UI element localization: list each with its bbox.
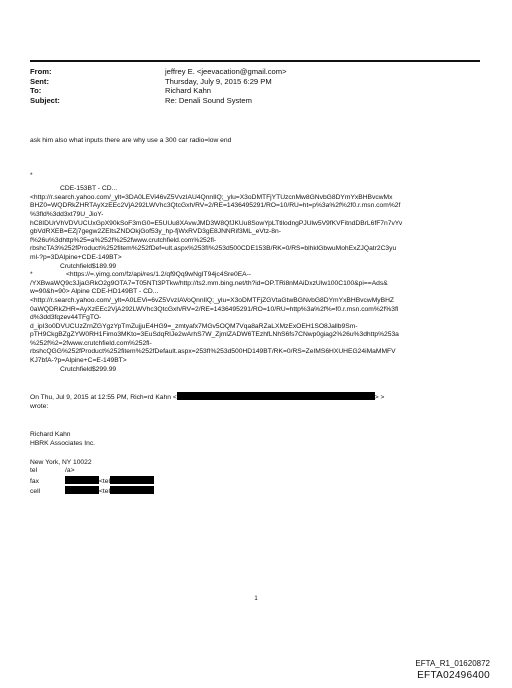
quote-intro: On Thu, Jul 9, 2015 at 12:55 PM, Rich=rd Kahn < > > xyxy=(30,394,385,402)
item2-first-line xyxy=(30,271,480,280)
redaction-block xyxy=(65,486,99,494)
from-label: From: xyxy=(30,67,52,76)
bullet-marker-2: * xyxy=(30,271,33,279)
subject-value: Re: Denali Sound System xyxy=(165,95,252,105)
redaction-block xyxy=(110,486,154,494)
sent-row xyxy=(30,77,465,87)
to-label: To: xyxy=(30,86,42,96)
signature-cell: cell <tel xyxy=(30,486,480,497)
body-first-line: ask him also what inputs there are why use a 300 car radio=low end xyxy=(30,137,232,144)
signature-fax: fax <tel xyxy=(30,476,480,487)
page-number: 1 xyxy=(254,596,258,602)
item2-url: /YXBwaWQ9c3JjaGRkO2g9OTA7=T05NTt3PTkw/http://ts2.mm.bing.net/th?id=OP.TRi8nMAiDxzUlw100C100&pi==Ads& w=90&h=90> Alpine CDE-HD149BT - CD... <http://r.search.yahoo.com/_ylt=A0LEVi=6vZ5VvzIAVoQnnIlQ;_ylu=X3oDMTFjZGVtaGtwBGNvbG8DYmYxBHBvcwMyBHZ 0aWQDRkZHR=AyXzEEc2VjA292LWVhc3QtcGxh/RV=2/RE=1436495291/RO=10/RU=http%3a%2f%=f0.r.msn.com%2f%3fl d%3dd3fqzev44TFgTO- d_ipI3o0DVUCUzZrnZGYgzYpTmZujjuE4HG9=_zmtyafx7MGv5OQM7Vqa8aRZaLXMzExOEH1SO8Jallb9Sm- pTH9CkgBZgZYW0RH1Fimo3MKto=3EuSdqRIJe2wArhS7W_ZjmlZADW6TEzhfLNhS6fs7CNwp0giag2%26u%3dhttp%253a %252f%2=2fwww.crutchfield.com%252fl- rbshcQGG%252fProduct%252fitem%252fDefault.aspx=253fI%253d500HD149BT/RK=0/RS=ZeIMS6HXUHEG24iMaMMFV KJ7bfA-?p=Alpine+C=E-149BT> xyxy=(30,279,399,365)
from-row xyxy=(30,67,465,77)
from-value: jeffrey E. <jeevacation@gmail.com> xyxy=(165,67,287,76)
item2-url-start: <https://=.yimg.com/fz/api/res/1.2/qf9Qq9wNgIT94jc4Sre0EA-- xyxy=(66,271,252,279)
to-row xyxy=(30,86,465,96)
email-body xyxy=(30,137,480,497)
redaction-block xyxy=(177,392,375,400)
signature-city: New York, NY 10022 xyxy=(30,458,92,466)
sent-label: Sent: xyxy=(30,76,49,86)
bullet-marker: * xyxy=(30,171,33,179)
bates-number-large: EFTA02496400 xyxy=(417,670,490,681)
item1-url: <http://r.search.yahoo.com/_ylt=3DA0LEVi46vZ5VvzIAU4QnnIlQ;_ylu=X3oDMTFjYTUzcnMw8GNvbG8DYmYxBHBvcwMx BHZ0=WQDRkZHRTAyXzEEc2VjA292LWVhc3QtcGxh/RV=2/RE=1436495291/RO=10/RU=ht=p%3a%2f%2f0.r.msn.com%2f %3fld%3dd3xt79U_JioY- hC8IDUrVhVDVUCUxGpX90kSoF3mG0=E5UUu8XAvwJMD3W8QfJKUu8SowYpLTtllodngPJUlw5V9fKVFitndDBrL6fF7n7vYv gbVdRXEB=EZj7gegw2ZEltsZNDOkjGof53y_hp-fjWxRVD3gE8JNNRif3ML_eVtz-8n- f%26u%3dhttp%25=a%252f%252fwww.crutchfield.com%252fl- rbshcTA3%252fProduct%252fitem%252fDef=ult.aspx%253fI%253d500CDE153B/RK=0/RS=blhklGbwuMohExZJQatr2C3yu ml-?p=3DAlpine+CDE-149BT> xyxy=(30,193,403,261)
signature-name: Richard Kahn xyxy=(30,431,71,439)
item1-title: CDE-153BT - CD... xyxy=(60,185,118,193)
email-header xyxy=(30,67,465,105)
to-value: Richard Kahn xyxy=(165,86,212,96)
header-rule xyxy=(30,60,480,62)
quote-wrote: wrote: xyxy=(30,402,49,410)
subject-label: Subject: xyxy=(30,95,60,105)
signature-company: HBRK Associates Inc. xyxy=(30,440,96,448)
signature-tel: tel /a> xyxy=(30,467,75,475)
item1-price: Crutchfield$189.99 xyxy=(60,262,117,270)
item2-price: Crutchfield$299.99 xyxy=(60,365,117,373)
redaction-block xyxy=(110,476,154,484)
sent-value: Thursday, July 9, 2015 6:29 PM xyxy=(165,76,272,86)
redaction-block xyxy=(65,476,99,484)
bates-number-small: EFTA_R1_01620872 xyxy=(415,659,490,668)
subject-row xyxy=(30,96,465,106)
